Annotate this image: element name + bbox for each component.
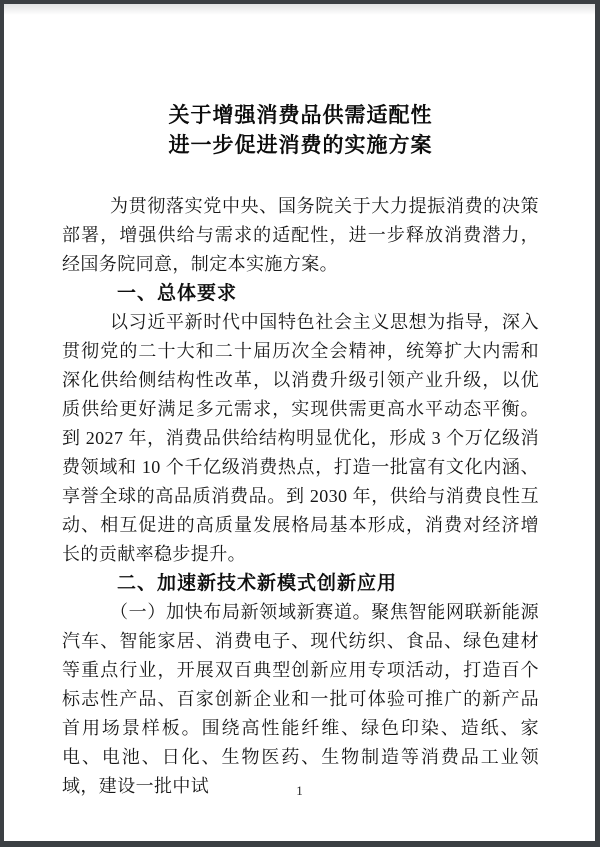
section-2-paragraph: （一）加快布局新领域新赛道。聚焦智能网联新能源汽车、智能家居、消费电子、现代纺织、食品、绿色建材等重点行业，开展双百典型创新应用专项活动，打造百个标志性产品、百家创新企业和一批可体验可推广的新产品首用场景样板。围绕高性能纤维、绿色印染、造纸、家电、电池、日化、生物医药、生物制造等消费品工业领域，建设一批中试 <box>62 602 539 796</box>
page-content <box>62 4 539 801</box>
title-line-2: 进一步促进消费的实施方案 <box>168 133 433 157</box>
document-page <box>4 4 595 841</box>
title-line-1: 关于增强消费品供需适配性 <box>168 103 433 127</box>
intro-paragraph: 为贯彻落实党中央、国务院关于大力提振消费的决策部署，增强供给与需求的适配性，进一步释放消费潜力，经国务院同意，制定本实施方案。 <box>62 196 539 274</box>
section-1-heading: 一、总体要求 <box>117 283 238 304</box>
section-1-paragraph: 以习近平新时代中国特色社会主义思想为指导，深入贯彻党的二十大和二十届历次全会精神，统筹扩大内需和深化供给侧结构性改革，以消费升级引领产业升级，以优质供给更好满足多元需求，实现供需更高水平动态平衡。到 2027 年，消费品供给结构明显优化，形成 3 个万亿级消费领域和 10 个千亿级消费热点，打造一批富有文化内涵、享誉全球的高品质消费品。到 2030 年，供给与消费良性互动、相互促进的高质量发展格局基本形成，消费对经济增长的贡献率稳步提升。 <box>62 312 539 564</box>
document-title <box>62 100 539 160</box>
section-2-heading: 二、加速新技术新模式创新应用 <box>117 573 398 594</box>
page-number: 1 <box>296 783 303 798</box>
